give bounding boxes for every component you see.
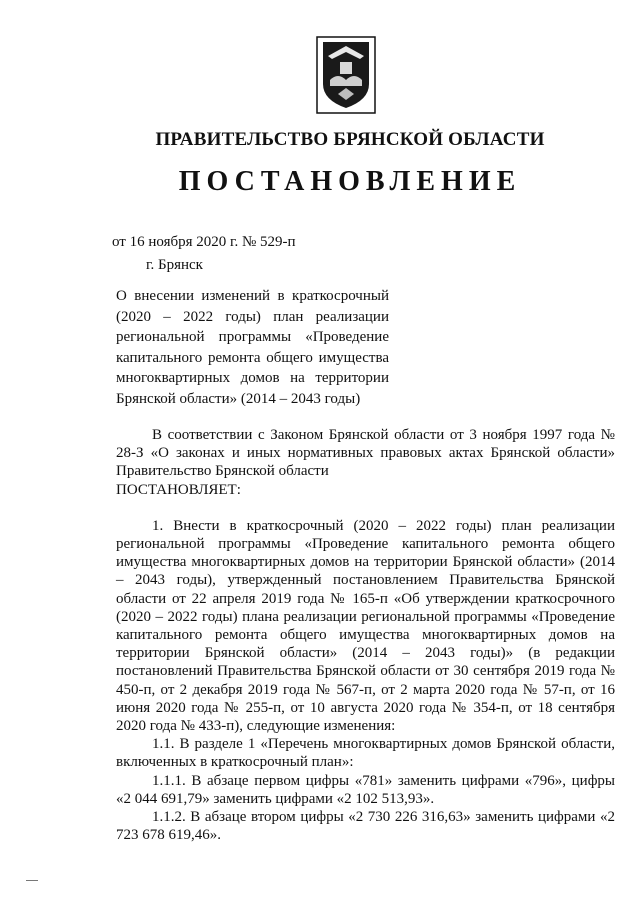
paragraph-spacer — [116, 499, 615, 517]
document-body — [116, 426, 615, 844]
document-subject: О внесении изменений в краткосрочный (2020 – 2022 годы) план реализации региональной программы «Проведение капитального ремонта общего имущества многоквартирных домов на территории Брянской области» (2014 – 2043 годы) — [116, 288, 389, 407]
document-city: г. Брянск — [146, 257, 203, 273]
preamble-paragraph: В соответствии с Законом Брянской области от 3 ноября 1997 года № 28-З «О законах и иных нормативных правовых актах Брянской области» Правительство Брянской области — [116, 427, 615, 480]
coat-of-arms-icon — [316, 36, 376, 114]
item-1-1-2-paragraph: 1.1.2. В абзаце втором цифры «2 730 226 316,63» заменить цифрами «2 723 678 619,46». — [116, 809, 615, 844]
item-1-paragraph: 1. Внести в краткосрочный (2020 – 2022 годы) план реализации региональной программы «Проведение капитального ремонта общего имущества многоквартирных домов на территории Брянской области» (2014 – 2043 годы), утвержденный постановлением Правительства Брянской области от 22 апреля 2019 года № 165-п «Об утверждении краткосрочного (2020 – 2022 годы) плана реализации региональной программы «Проведение капитального ремонта общего имущества многоквартирных домов на территории Брянской области» (2014 – 2043 годы)» (в редакции постановлений Правительства Брянской области от 30 сентября 2019 года № 450-п, от 2 декабря 2019 года № 567-п, от 2 марта 2020 года № 57-п, от 16 июня 2020 года № 255-п, от 10 августа 2020 года № 354-п, от 18 сентября 2020 года № 433-п), следующие изменения: — [116, 517, 615, 735]
document-date-number: от 16 ноября 2020 г. № 529-п — [112, 234, 296, 250]
document-type: ПОСТАНОВЛЕНИЕ — [178, 166, 522, 197]
government-title: ПРАВИТЕЛЬСТВО БРЯНСКОЙ ОБЛАСТИ — [155, 129, 545, 150]
resolves-line: ПОСТАНОВЛЯЕТ: — [116, 481, 241, 498]
item-1-1-1-paragraph: 1.1.1. В абзаце первом цифры «781» заменить цифрами «796», цифры «2 044 691,79» заменить цифрами «2 102 513,93». — [116, 772, 615, 807]
margin-mark — [26, 880, 38, 881]
item-1-1-paragraph: 1.1. В разделе 1 «Перечень многоквартирных домов Брянской области, включенных в краткосрочный план»: — [116, 736, 615, 771]
